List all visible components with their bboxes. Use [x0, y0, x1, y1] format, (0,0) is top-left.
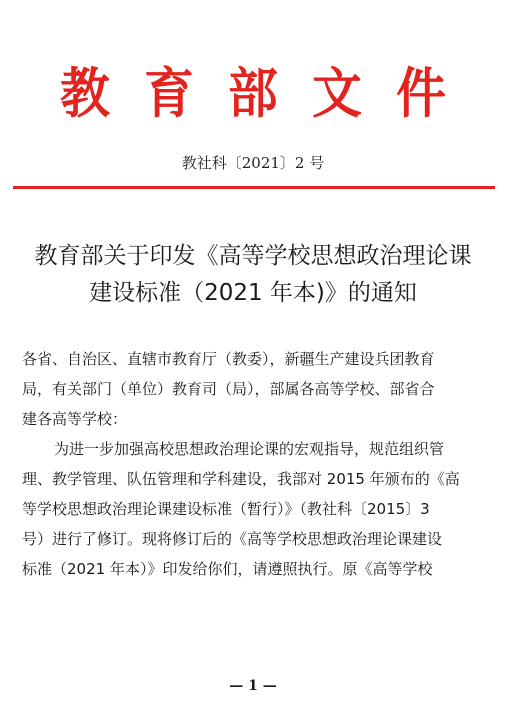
- paragraph-line: 号）进行了修订。现将修订后的《高等学校思想政治理论课建设: [22, 530, 443, 548]
- red-divider-rule: [13, 186, 495, 189]
- addressee-line: 局，有关部门（单位）教育司（局），部属各高等学校、部省合: [22, 380, 435, 398]
- document-title: [0, 238, 506, 312]
- title-line-2: 建设标准（2021 年本)》的通知: [89, 280, 417, 306]
- masthead-char: 件: [396, 61, 446, 125]
- paragraph-line: 为进一步加强高校思想政治理论课的宏观指导，规范组织管: [54, 440, 445, 458]
- masthead-char: 文: [312, 61, 362, 125]
- masthead-char: 教: [60, 61, 110, 125]
- title-line-1: 教育部关于印发《高等学校思想政治理论课: [34, 243, 472, 269]
- masthead-char: 育: [144, 61, 194, 125]
- addressee-line: 各省、自治区、直辖市教育厅（教委），新疆生产建设兵团教育: [22, 350, 435, 368]
- body-text: [22, 344, 486, 584]
- paragraph-line: 标准（2021 年本）》印发给你们，请遵照执行。原《高等学校: [22, 560, 433, 578]
- addressee-line: 建各高等学校：: [22, 410, 128, 428]
- paragraph-line: 理、教学管理、队伍管理和学科建设，我部对 2015 年颁布的《高: [22, 470, 460, 488]
- masthead-char: 部: [228, 61, 278, 125]
- paragraph-line: 等学校思想政治理论课建设标准（暂行）》（教社科〔2015〕3: [22, 500, 430, 518]
- page-number: — 1 —: [229, 678, 277, 694]
- document-number: 教社科〔2021〕2 号: [181, 154, 325, 172]
- masthead: [0, 58, 506, 128]
